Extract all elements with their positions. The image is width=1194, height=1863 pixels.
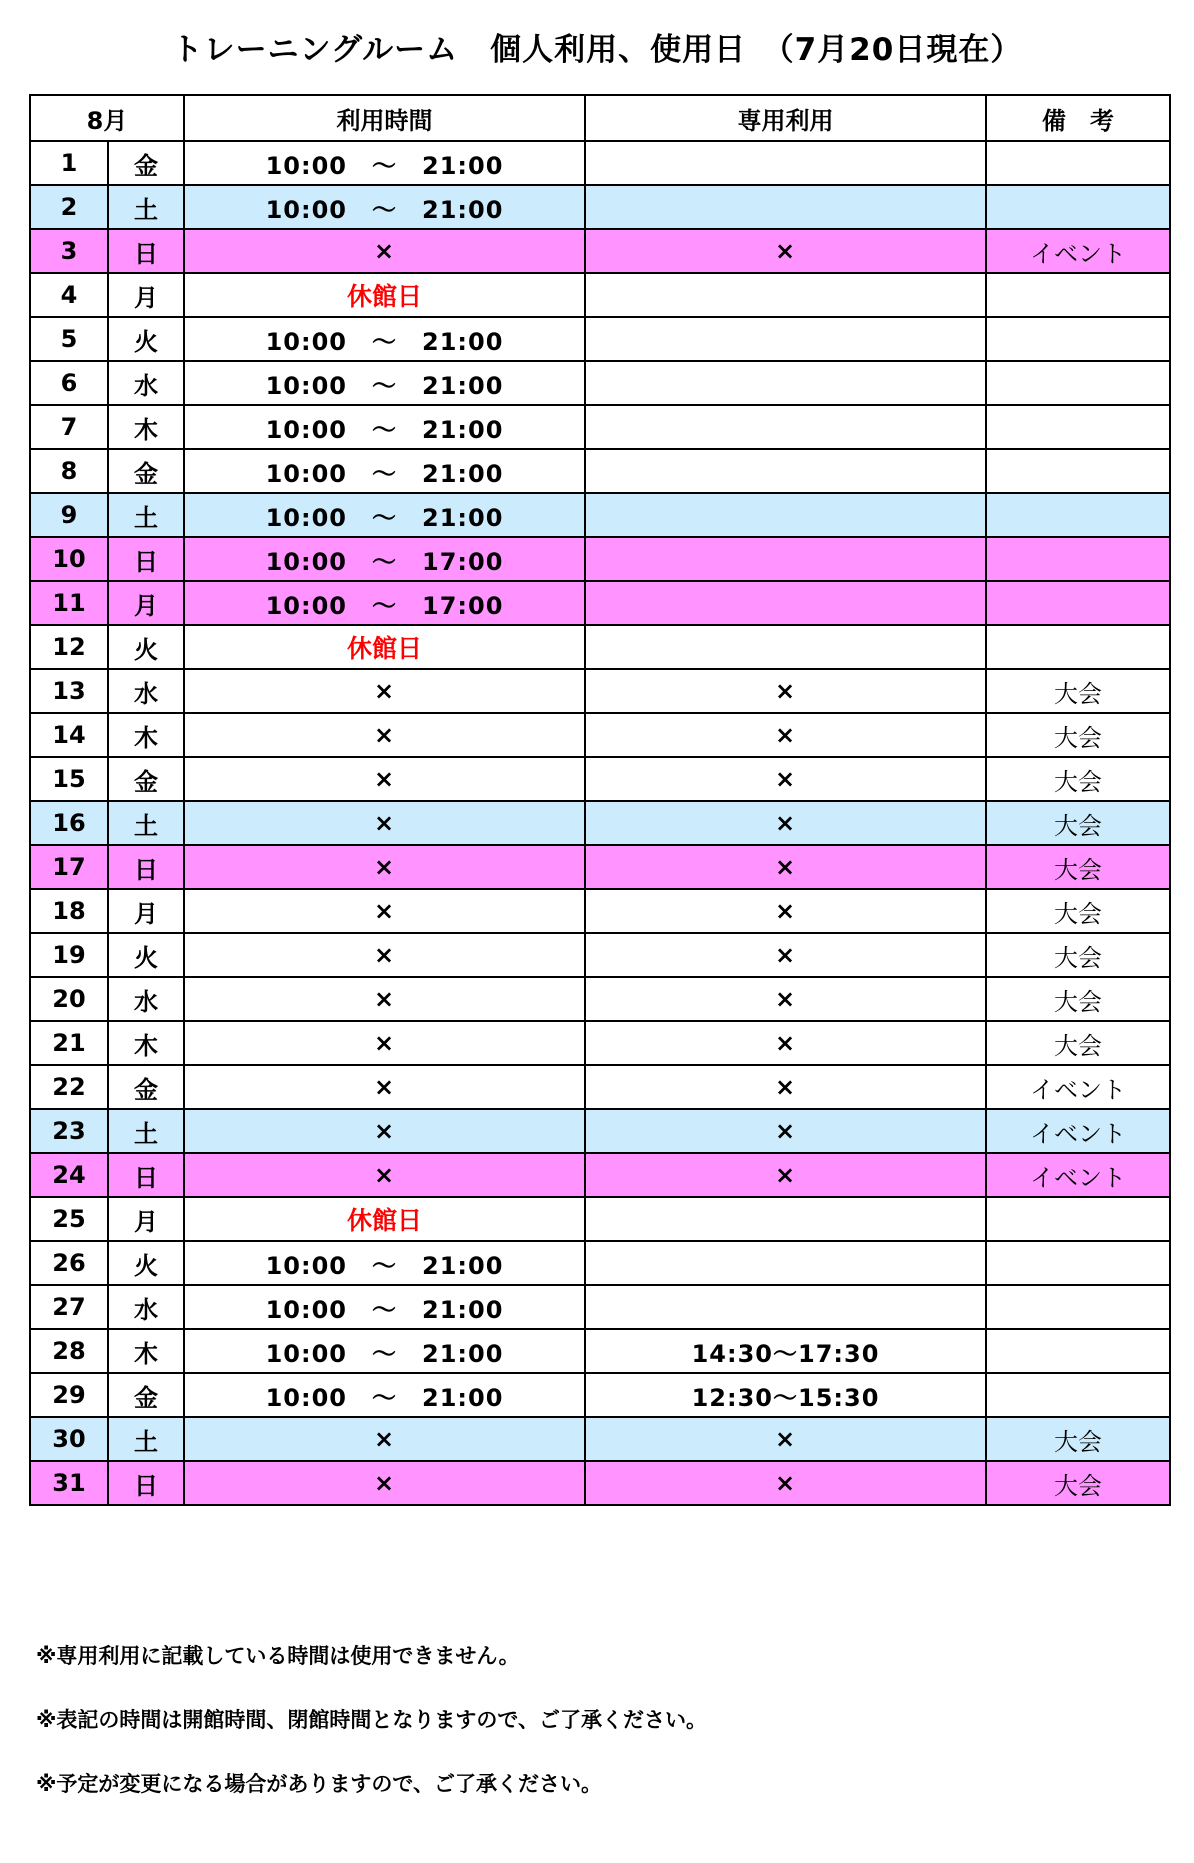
notes-cell [986, 449, 1170, 493]
day-cell: 31 [30, 1461, 108, 1505]
notes-cell: 大会 [986, 977, 1170, 1021]
exclusive-cell: × [585, 889, 986, 933]
notes-cell: 大会 [986, 1461, 1170, 1505]
hours-cell: × [184, 713, 585, 757]
notes-cell [986, 581, 1170, 625]
footnote: ※予定が変更になる場合がありますので、ご了承ください。 [36, 1772, 602, 1796]
exclusive-cell [585, 273, 986, 317]
hours-cell: × [184, 977, 585, 1021]
table-row [30, 493, 1170, 537]
exclusive-cell: × [585, 1065, 986, 1109]
notes-cell [986, 1241, 1170, 1285]
day-cell: 23 [30, 1109, 108, 1153]
notes-cell: 大会 [986, 669, 1170, 713]
notes-cell [986, 273, 1170, 317]
exclusive-cell: × [585, 1021, 986, 1065]
day-cell: 15 [30, 757, 108, 801]
header-row [30, 95, 1170, 141]
hours-cell: × [184, 757, 585, 801]
notes-cell [986, 361, 1170, 405]
table-row [30, 1109, 1170, 1153]
weekday-cell: 金 [108, 757, 184, 801]
weekday-cell: 木 [108, 1021, 184, 1065]
hours-cell: 10:00 ～ 21:00 [184, 185, 585, 229]
day-cell: 19 [30, 933, 108, 977]
day-cell: 30 [30, 1417, 108, 1461]
hours-cell: × [184, 669, 585, 713]
notes-cell: イベント [986, 1153, 1170, 1197]
weekday-cell: 土 [108, 185, 184, 229]
exclusive-cell [585, 1241, 986, 1285]
weekday-cell: 水 [108, 977, 184, 1021]
weekday-cell: 日 [108, 537, 184, 581]
table-row [30, 229, 1170, 273]
day-cell: 7 [30, 405, 108, 449]
weekday-cell: 日 [108, 229, 184, 273]
table-row [30, 1065, 1170, 1109]
day-cell: 26 [30, 1241, 108, 1285]
weekday-cell: 日 [108, 845, 184, 889]
table-row [30, 581, 1170, 625]
weekday-cell: 金 [108, 449, 184, 493]
schedule-table [29, 94, 1171, 1506]
table-row [30, 845, 1170, 889]
footnote: ※専用利用に記載している時間は使用できません。 [36, 1644, 520, 1668]
hours-cell: 10:00 ～ 21:00 [184, 1285, 585, 1329]
weekday-cell: 火 [108, 317, 184, 361]
day-cell: 8 [30, 449, 108, 493]
hours-cell: × [184, 229, 585, 273]
table-row [30, 317, 1170, 361]
notes-cell [986, 625, 1170, 669]
day-cell: 18 [30, 889, 108, 933]
weekday-cell: 火 [108, 625, 184, 669]
weekday-cell: 水 [108, 669, 184, 713]
day-cell: 14 [30, 713, 108, 757]
day-cell: 3 [30, 229, 108, 273]
day-cell: 1 [30, 141, 108, 185]
hours-cell: × [184, 889, 585, 933]
schedule-body [30, 141, 1170, 1505]
notes-cell [986, 141, 1170, 185]
notes-cell: イベント [986, 1065, 1170, 1109]
exclusive-cell: × [585, 1417, 986, 1461]
header-hours: 利用時間 [184, 95, 585, 141]
exclusive-cell [585, 1197, 986, 1241]
table-row [30, 1461, 1170, 1505]
hours-cell: 休館日 [184, 625, 585, 669]
exclusive-cell: × [585, 757, 986, 801]
table-row [30, 1373, 1170, 1417]
exclusive-cell: × [585, 229, 986, 273]
table-row [30, 977, 1170, 1021]
hours-cell: × [184, 1417, 585, 1461]
hours-cell: 10:00 ～ 17:00 [184, 581, 585, 625]
weekday-cell: 水 [108, 1285, 184, 1329]
day-cell: 16 [30, 801, 108, 845]
day-cell: 22 [30, 1065, 108, 1109]
table-row [30, 141, 1170, 185]
exclusive-cell: × [585, 713, 986, 757]
day-cell: 2 [30, 185, 108, 229]
notes-cell [986, 317, 1170, 361]
notes-cell: 大会 [986, 1021, 1170, 1065]
day-cell: 24 [30, 1153, 108, 1197]
exclusive-cell: × [585, 1109, 986, 1153]
weekday-cell: 金 [108, 1065, 184, 1109]
exclusive-cell [585, 493, 986, 537]
hours-cell: × [184, 933, 585, 977]
exclusive-cell: × [585, 669, 986, 713]
hours-cell: 休館日 [184, 273, 585, 317]
notes-cell [986, 405, 1170, 449]
hours-cell: × [184, 1109, 585, 1153]
exclusive-cell [585, 625, 986, 669]
exclusive-cell: 12:30～15:30 [585, 1373, 986, 1417]
notes-cell [986, 1373, 1170, 1417]
hours-cell: 10:00 ～ 21:00 [184, 493, 585, 537]
exclusive-cell: 14:30～17:30 [585, 1329, 986, 1373]
weekday-cell: 日 [108, 1461, 184, 1505]
exclusive-cell [585, 1285, 986, 1329]
day-cell: 25 [30, 1197, 108, 1241]
notes-cell [986, 493, 1170, 537]
notes-cell: 大会 [986, 845, 1170, 889]
notes-cell [986, 1197, 1170, 1241]
hours-cell: × [184, 1153, 585, 1197]
weekday-cell: 月 [108, 581, 184, 625]
day-cell: 10 [30, 537, 108, 581]
hours-cell: × [184, 1461, 585, 1505]
table-row [30, 1285, 1170, 1329]
weekday-cell: 木 [108, 1329, 184, 1373]
notes-cell [986, 1285, 1170, 1329]
day-cell: 9 [30, 493, 108, 537]
weekday-cell: 日 [108, 1153, 184, 1197]
notes-cell: 大会 [986, 801, 1170, 845]
hours-cell: 10:00 ～ 21:00 [184, 1373, 585, 1417]
exclusive-cell: × [585, 1153, 986, 1197]
table-row [30, 713, 1170, 757]
hours-cell: × [184, 1021, 585, 1065]
weekday-cell: 土 [108, 1109, 184, 1153]
exclusive-cell [585, 405, 986, 449]
table-row [30, 757, 1170, 801]
weekday-cell: 火 [108, 933, 184, 977]
hours-cell: × [184, 1065, 585, 1109]
day-cell: 28 [30, 1329, 108, 1373]
weekday-cell: 木 [108, 405, 184, 449]
hours-cell: 10:00 ～ 21:00 [184, 1241, 585, 1285]
day-cell: 6 [30, 361, 108, 405]
footnote: ※表記の時間は開館時間、閉館時間となりますので、ご了承ください。 [36, 1708, 707, 1732]
table-row [30, 1197, 1170, 1241]
notes-cell: 大会 [986, 889, 1170, 933]
day-cell: 4 [30, 273, 108, 317]
table-row [30, 889, 1170, 933]
hours-cell: × [184, 845, 585, 889]
weekday-cell: 金 [108, 1373, 184, 1417]
table-row [30, 185, 1170, 229]
day-cell: 12 [30, 625, 108, 669]
hours-cell: 休館日 [184, 1197, 585, 1241]
exclusive-cell [585, 317, 986, 361]
exclusive-cell: × [585, 845, 986, 889]
table-row [30, 933, 1170, 977]
hours-cell: 10:00 ～ 21:00 [184, 361, 585, 405]
day-cell: 27 [30, 1285, 108, 1329]
day-cell: 13 [30, 669, 108, 713]
weekday-cell: 土 [108, 1417, 184, 1461]
hours-cell: × [184, 801, 585, 845]
weekday-cell: 月 [108, 273, 184, 317]
page-title: トレーニングルーム 個人利用、使用日 （7月20日現在） [171, 32, 1023, 68]
exclusive-cell: × [585, 1461, 986, 1505]
hours-cell: 10:00 ～ 21:00 [184, 317, 585, 361]
day-cell: 5 [30, 317, 108, 361]
weekday-cell: 木 [108, 713, 184, 757]
table-row [30, 625, 1170, 669]
table-row [30, 273, 1170, 317]
exclusive-cell [585, 581, 986, 625]
hours-cell: 10:00 ～ 21:00 [184, 405, 585, 449]
notes-cell: 大会 [986, 1417, 1170, 1461]
exclusive-cell [585, 449, 986, 493]
weekday-cell: 月 [108, 1197, 184, 1241]
exclusive-cell [585, 185, 986, 229]
day-cell: 17 [30, 845, 108, 889]
table-row [30, 1417, 1170, 1461]
day-cell: 21 [30, 1021, 108, 1065]
day-cell: 11 [30, 581, 108, 625]
table-row [30, 1153, 1170, 1197]
notes-cell [986, 537, 1170, 581]
hours-cell: 10:00 ～ 21:00 [184, 141, 585, 185]
table-row [30, 801, 1170, 845]
weekday-cell: 金 [108, 141, 184, 185]
exclusive-cell: × [585, 977, 986, 1021]
table-row [30, 405, 1170, 449]
notes-cell [986, 1329, 1170, 1373]
weekday-cell: 火 [108, 1241, 184, 1285]
header-exclusive: 専用利用 [585, 95, 986, 141]
table-row [30, 537, 1170, 581]
notes-cell: イベント [986, 229, 1170, 273]
notes-cell: イベント [986, 1109, 1170, 1153]
exclusive-cell [585, 537, 986, 581]
notes-cell [986, 185, 1170, 229]
weekday-cell: 水 [108, 361, 184, 405]
weekday-cell: 土 [108, 801, 184, 845]
day-cell: 29 [30, 1373, 108, 1417]
notes-cell: 大会 [986, 713, 1170, 757]
exclusive-cell: × [585, 933, 986, 977]
table-row [30, 361, 1170, 405]
exclusive-cell [585, 361, 986, 405]
weekday-cell: 土 [108, 493, 184, 537]
weekday-cell: 月 [108, 889, 184, 933]
hours-cell: 10:00 ～ 21:00 [184, 449, 585, 493]
hours-cell: 10:00 ～ 17:00 [184, 537, 585, 581]
header-notes: 備 考 [986, 95, 1170, 141]
header-month: 8月 [30, 95, 184, 141]
day-cell: 20 [30, 977, 108, 1021]
hours-cell: 10:00 ～ 21:00 [184, 1329, 585, 1373]
table-row [30, 1241, 1170, 1285]
exclusive-cell: × [585, 801, 986, 845]
notes-cell: 大会 [986, 757, 1170, 801]
table-row [30, 1329, 1170, 1373]
exclusive-cell [585, 141, 986, 185]
table-row [30, 449, 1170, 493]
table-row [30, 1021, 1170, 1065]
table-row [30, 669, 1170, 713]
notes-cell: 大会 [986, 933, 1170, 977]
